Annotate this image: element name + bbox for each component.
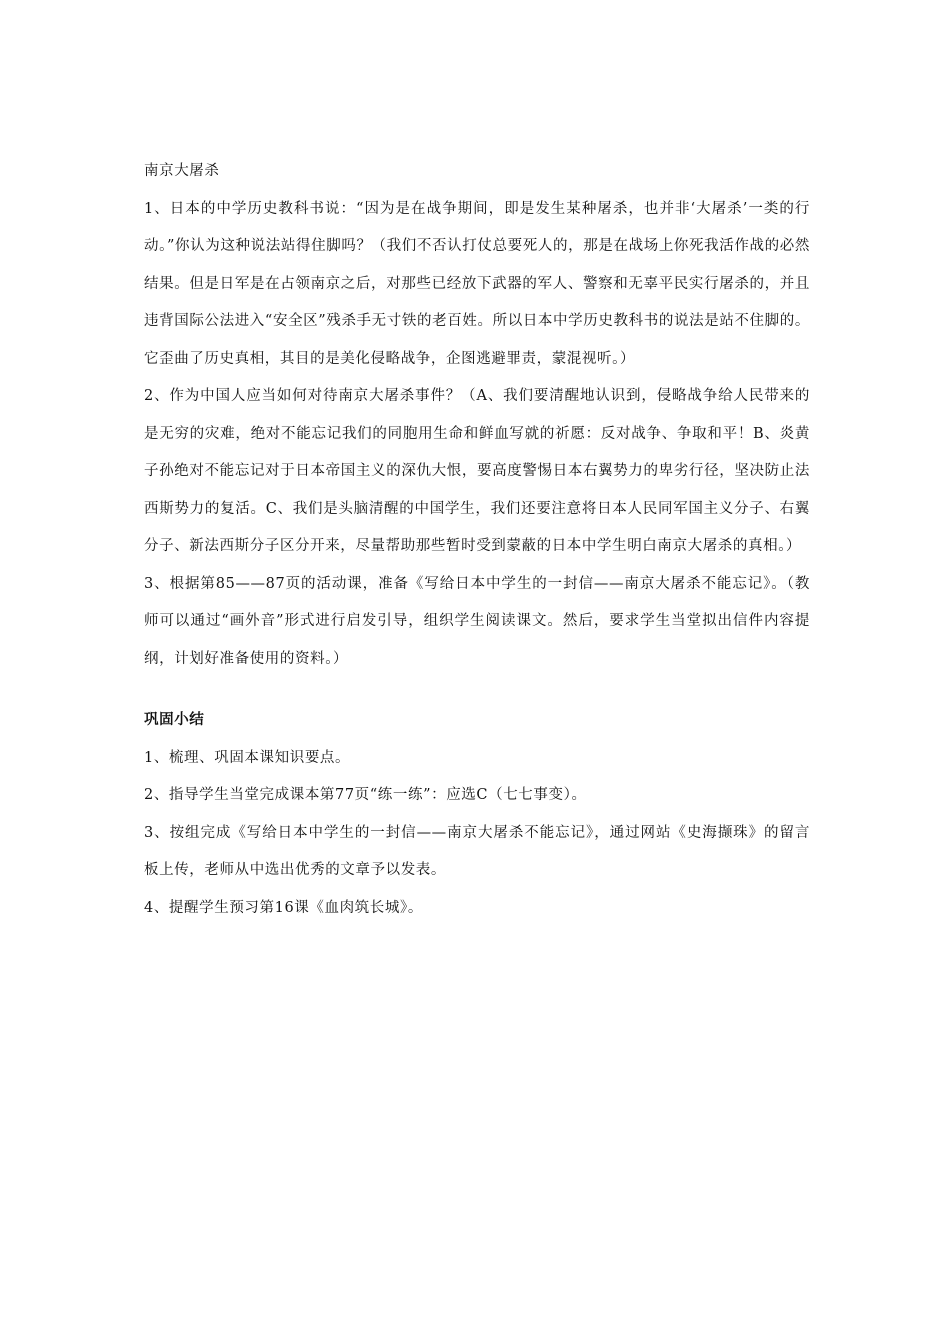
question-paragraph-2: 2、作为中国人应当如何对待南京大屠杀事件？（A、我们要清醒地认识到，侵略战争给人民带来的是无穷的灾难，绝对不能忘记我们的同胞用生命和鲜血写就的祈愿：反对战争、争取和平！B、炎黄子孙绝对不能忘记对于日本帝国主义的深仇大恨，要高度警惕日本右翼势力的卑劣行径，坚决防止法西斯势力的复活。C、我们是头脑清醒的中国学生，我们还要注意将日本人民同军国主义分子、右翼分子、新法西斯分子区分开来，尽量帮助那些暂时受到蒙蔽的日本中学生明白南京大屠杀的真相。）: [144, 388, 810, 554]
section-title-nanjing-massacre: 南京大屠杀: [144, 163, 220, 179]
summary-item-3: 3、按组完成《写给日本中学生的一封信——南京大屠杀不能忘记》，通过网站《史海撷珠》的留言板上传，老师从中选出优秀的文章予以发表。: [144, 824, 810, 878]
section-spacer: [144, 678, 810, 702]
question-paragraph-3: 3、根据第85——87页的活动课，准备《写给日本中学生的一封信——南京大屠杀不能忘记》。（教师可以通过“画外音”形式进行启发引导，组织学生阅读课文。然后，要求学生当堂拟出信件内容提纲，计划好准备使用的资料。）: [144, 575, 810, 667]
summary-item-2: 2、指导学生当堂完成课本第77页“练一练”：应选C（七七事变）。: [144, 787, 587, 803]
question-paragraph-1: 1、日本的中学历史教科书说：“因为是在战争期间，即是发生某种屠杀，也并非‘大屠杀’一类的行动。”你认为这种说法站得住脚吗？（我们不否认打仗总要死人的，那是在战场上你死我活作战的必然结果。但是日军是在占领南京之后，对那些已经放下武器的军人、警察和无辜平民实行屠杀的，并且违背国际公法进入“安全区”残杀手无寸铁的老百姓。所以日本中学历史教科书的说法是站不住脚的。它歪曲了历史真相，其目的是美化侵略战争，企图逃避罪责，蒙混视听。）: [144, 200, 810, 367]
summary-item-4: 4、提醒学生预习第16课《血肉筑长城》。: [144, 899, 423, 916]
nanjing-massacre-questions: [144, 191, 810, 679]
document-body: [144, 153, 810, 927]
summary-list: [144, 740, 810, 928]
summary-item-1: 1、梳理、巩固本课知识要点。: [144, 749, 351, 766]
section-title-summary: 巩固小结: [144, 712, 205, 728]
